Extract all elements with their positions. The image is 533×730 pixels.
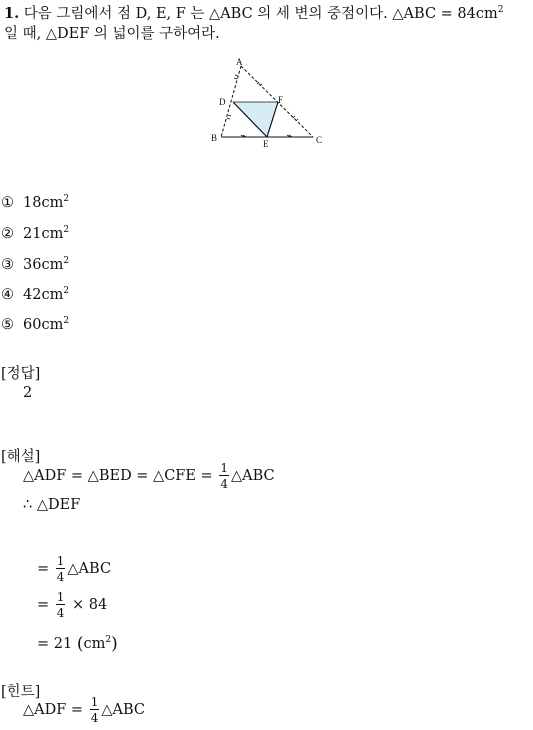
- question-text-line-1: 다음 그림에서 점 D, E, F 는 △ABC 의 세 변의 중점이다. △ABC = 84cm: [23, 6, 498, 22]
- step-2-eq: =: [37, 597, 50, 613]
- step-2-right: × 84: [72, 597, 108, 613]
- fraction-denominator: 4: [90, 711, 99, 725]
- step-1-right: △ABC: [67, 561, 112, 577]
- option-1-sup: 2: [63, 194, 70, 204]
- hint-eq-right: △ABC: [101, 702, 145, 718]
- step-3-unit: cm: [83, 636, 106, 652]
- fraction-one-quarter: [56, 555, 66, 583]
- option-4-sup: 2: [63, 286, 70, 296]
- label-d: D: [219, 97, 226, 107]
- option-3-mark: ③: [1, 257, 14, 273]
- explanation-therefore: ∴ △DEF: [23, 497, 81, 513]
- fraction-denominator: 4: [56, 606, 65, 620]
- label-c: C: [316, 135, 323, 145]
- fraction-numerator: 1: [56, 590, 65, 604]
- option-2-sup: 2: [63, 225, 70, 235]
- option-5[interactable]: [1, 317, 69, 333]
- explanation-eq1: [23, 462, 275, 490]
- fraction-numerator: 1: [90, 695, 99, 709]
- option-1[interactable]: [1, 195, 69, 211]
- option-5-value: 60cm: [23, 317, 64, 333]
- fraction-one-quarter: [90, 696, 100, 724]
- label-e: E: [263, 139, 269, 149]
- option-3[interactable]: [1, 257, 69, 273]
- unit-exponent: 2: [497, 5, 504, 15]
- question-line-1: [4, 4, 503, 24]
- option-3-value: 36cm: [23, 257, 64, 273]
- explanation-step-1: [37, 555, 111, 583]
- option-1-mark: ①: [1, 195, 14, 211]
- paren-close: ): [111, 634, 118, 654]
- step-1-eq: =: [37, 561, 50, 577]
- explanation-eq1-right: △ABC: [230, 468, 275, 484]
- question-text-line-2: 일 때, △DEF 의 넓이를 구하여라.: [4, 26, 220, 42]
- step-3-sup: 2: [105, 635, 112, 645]
- question-line-2: [4, 24, 220, 44]
- fraction-numerator: 1: [56, 554, 65, 568]
- option-4[interactable]: [1, 287, 69, 303]
- triangle-def-fill: [233, 102, 278, 137]
- option-3-sup: 2: [63, 256, 70, 266]
- explanation-eq1-left: △ADF = △BED = △CFE =: [23, 468, 213, 484]
- explanation-label: [해설]: [1, 449, 41, 465]
- fraction-denominator: 4: [56, 570, 65, 584]
- option-4-value: 42cm: [23, 287, 64, 303]
- option-1-value: 18cm: [23, 195, 64, 211]
- question-number: 1.: [4, 5, 20, 22]
- option-2-value: 21cm: [23, 226, 64, 242]
- triangle-figure: [205, 56, 335, 156]
- explanation-step-3: [37, 634, 118, 654]
- answer-label: [정답]: [1, 366, 41, 382]
- step-3-value: = 21: [37, 636, 73, 652]
- option-5-mark: ⑤: [1, 317, 14, 333]
- answer-value: 2: [23, 385, 33, 401]
- label-f: F: [278, 95, 284, 105]
- explanation-step-2: [37, 591, 107, 619]
- option-2[interactable]: [1, 226, 69, 242]
- fraction-one-quarter: [219, 462, 229, 490]
- option-2-mark: ②: [1, 226, 14, 242]
- option-4-mark: ④: [1, 287, 14, 303]
- label-b: B: [211, 133, 218, 143]
- hint-label: [힌트]: [1, 684, 41, 700]
- hint-eq-left: △ADF =: [23, 702, 84, 718]
- hint-eq: [23, 696, 145, 724]
- option-5-sup: 2: [63, 316, 70, 326]
- fraction-numerator: 1: [220, 461, 228, 475]
- fraction-denominator: 4: [220, 477, 228, 491]
- label-a: A: [236, 57, 243, 67]
- fraction-one-quarter: [56, 591, 66, 619]
- paren-open: (: [76, 634, 84, 654]
- side-ac: [241, 66, 313, 137]
